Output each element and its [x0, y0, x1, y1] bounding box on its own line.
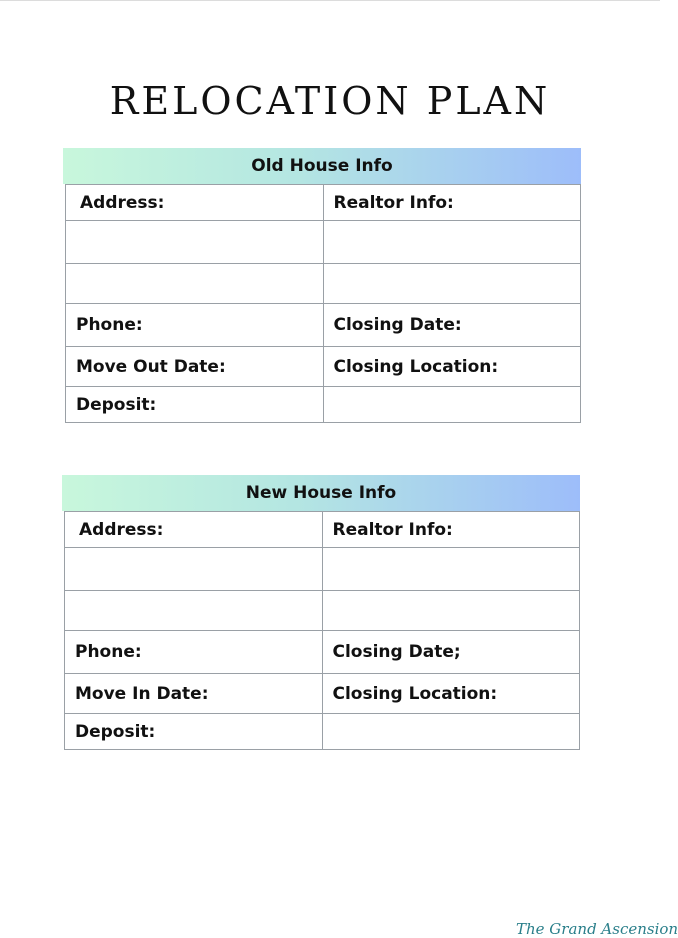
old-house-table — [65, 184, 581, 423]
old-realtor-field-1[interactable] — [323, 221, 581, 264]
new-closing-location-label: Closing Location: — [322, 674, 580, 714]
old-closing-location-label: Closing Location: — [323, 347, 581, 387]
new-deposit-label: Deposit: — [65, 714, 323, 750]
new-address-field-2[interactable] — [65, 591, 323, 631]
old-address-label: Address: — [66, 185, 324, 221]
top-rule — [0, 0, 660, 1]
new-phone-label: Phone: — [65, 631, 323, 674]
new-address-field-1[interactable] — [65, 548, 323, 591]
new-realtor-field-2[interactable] — [322, 591, 580, 631]
old-address-field-1[interactable] — [66, 221, 324, 264]
old-realtor-label: Realtor Info: — [323, 185, 581, 221]
new-closing-date-label: Closing Date; — [322, 631, 580, 674]
new-deposit-field[interactable] — [322, 714, 580, 750]
new-realtor-label: Realtor Info: — [322, 512, 580, 548]
old-move-date-label: Move Out Date: — [66, 347, 324, 387]
new-house-table — [64, 511, 580, 750]
old-closing-date-label: Closing Date: — [323, 304, 581, 347]
old-realtor-field-2[interactable] — [323, 264, 581, 304]
old-house-header: Old House Info — [63, 148, 581, 184]
old-deposit-field[interactable] — [323, 387, 581, 423]
old-address-field-2[interactable] — [66, 264, 324, 304]
brand-watermark: The Grand Ascension — [516, 920, 678, 938]
new-address-label: Address: — [65, 512, 323, 548]
new-move-date-label: Move In Date: — [65, 674, 323, 714]
old-deposit-label: Deposit: — [66, 387, 324, 423]
new-realtor-field-1[interactable] — [322, 548, 580, 591]
old-house-section — [63, 148, 581, 423]
new-house-section — [62, 475, 580, 750]
new-house-header: New House Info — [62, 475, 580, 511]
page-title: RELOCATION PLAN — [109, 79, 551, 124]
old-phone-label: Phone: — [66, 304, 324, 347]
